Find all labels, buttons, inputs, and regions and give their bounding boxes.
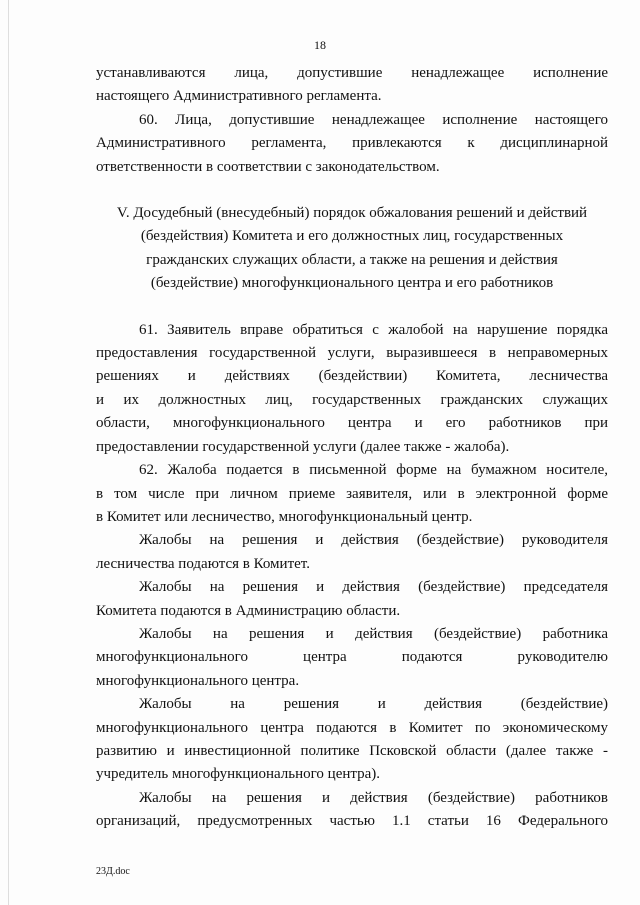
text-line: 62. Жалоба подается в письменной форме на бумажном носителе, <box>139 462 608 479</box>
complaint-paragraph <box>96 576 608 623</box>
text-line: Жалобы на решения и действия (бездействие) <box>139 696 608 713</box>
text-line: развитию и инвестиционной политике Псковской области (далее также - <box>96 742 608 759</box>
spacer <box>96 296 608 319</box>
complaint-paragraph <box>96 529 608 576</box>
text-line: области, многофункционального центра и его работников при <box>96 415 608 432</box>
text-line: Административного регламента, привлекаются к дисциплинарной <box>96 135 608 152</box>
footer-filename: 23Д.doc <box>96 866 130 877</box>
text-line: Жалобы на решения и действия (бездействие) работников <box>139 789 608 806</box>
document-body <box>96 62 608 834</box>
text-line: предоставления государственной услуги, выразившееся в неправомерных <box>96 345 608 362</box>
text-line: настоящего Административного регламента. <box>96 88 382 105</box>
paragraph-62 <box>96 459 608 529</box>
page-number: 18 <box>314 38 326 52</box>
text-line: устанавливаются лица, допустившие ненадлежащее исполнение <box>96 65 608 81</box>
text-line: Комитета подаются в Администрацию области. <box>96 602 401 619</box>
complaint-paragraph <box>96 787 608 834</box>
text-line: решениях и действиях (бездействии) Комитета, лесничества <box>96 368 608 385</box>
paragraph-61 <box>96 319 608 459</box>
text-line: Жалобы на решения и действия (бездействие) руководителя <box>139 532 608 549</box>
text-line: ответственности в соответствии с законодательством. <box>96 158 440 175</box>
text-line: Жалобы на решения и действия (бездействие) работника <box>139 625 608 642</box>
section-heading <box>96 202 608 296</box>
text-line: многофункционального центра подаются в Комитет по экономическому <box>96 719 608 736</box>
spacer <box>96 179 608 202</box>
text-line: 61. Заявитель вправе обратиться с жалобой на нарушение порядка <box>139 321 608 338</box>
text-line: многофункционального центра подаются руководителю <box>96 649 608 666</box>
text-line: в том числе при личном приеме заявителя, или в электронной форме <box>96 485 608 502</box>
text-line: организаций, предусмотренных частью 1.1 статьи 16 Федерального <box>96 813 608 830</box>
heading-line: V. Досудебный (внесудебный) порядок обжалования решений и действий <box>116 205 588 222</box>
text-line: 60. Лица, допустившие ненадлежащее исполнение настоящего <box>139 111 608 128</box>
heading-line: гражданских служащих области, а также на решения и действия <box>146 251 558 268</box>
text-line: лесничества подаются в Комитет. <box>96 555 310 572</box>
text-line: предоставлении государственной услуги (далее также - жалоба). <box>96 438 510 455</box>
paragraph-60 <box>96 109 608 179</box>
text-line: многофункционального центра. <box>96 672 300 689</box>
heading-line: (бездействия) Комитета и его должностных лиц, государственных <box>140 228 564 245</box>
text-line: Жалобы на решения и действия (бездействие) председателя <box>139 579 608 596</box>
complaint-paragraph <box>96 693 608 787</box>
complaint-paragraph <box>96 623 608 693</box>
text-line: учредитель многофункционального центра). <box>96 766 381 783</box>
paragraph-continuation <box>96 62 608 109</box>
scan-edge <box>8 0 9 905</box>
text-line: в Комитет или лесничество, многофункциональный центр. <box>96 508 473 525</box>
heading-line: (бездействие) многофункционального центра и его работников <box>150 275 554 292</box>
text-line: и их должностных лиц, государственных гражданских служащих <box>96 391 608 408</box>
